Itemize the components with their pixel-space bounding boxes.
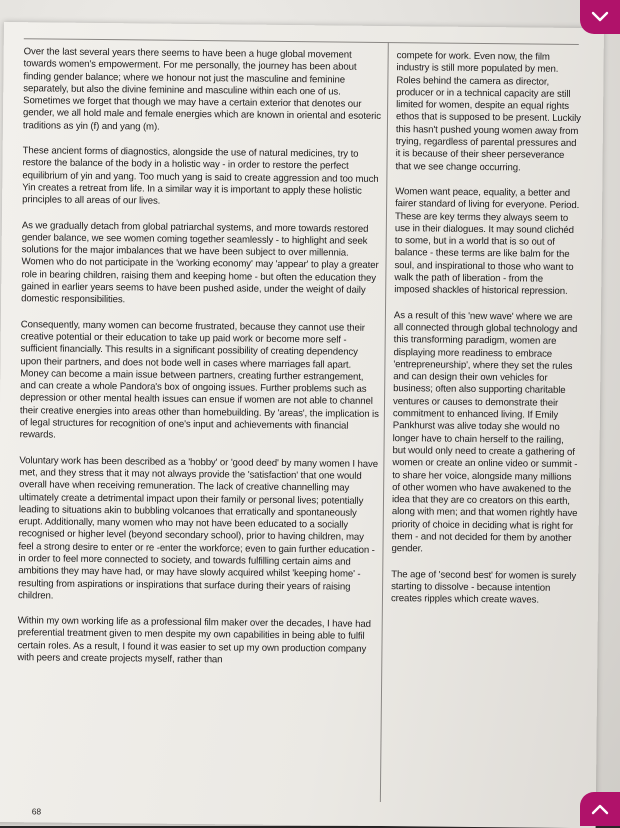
paragraph: The age of 'second best' for women is surely starting to dissolve - because intention creates ripples which create waves.	[390, 568, 577, 606]
paragraph: As we gradually detach from global patriarchal systems, and more towards restored gender balance, we see women coming together seamlessly - to highlight and seek solutions for the major imbalances that we have been subject to over millennia. Women who do not participate in the 'working economy' may 'appear' to play a greater role in bearing children, raising them and keeping home - but often the education they gained in earlier years seems to have been pushed aside, under the weight of daily domestic responsibilities.	[21, 219, 379, 306]
paragraph: These ancient forms of diagnostics, alongside the use of natural medicines, try to restore the balance of the body in a holistic way - in order to restore the perfect equilibrium of yin and yang. Too much yang is said to create aggression and too much Yin creates a retreat from life. In a similar way it is important to apply these holistic principles to all areas of our lives.	[22, 145, 379, 207]
paragraph: As a result of this 'new wave' where we are all connected through global technology and this transforming paradigm, women are displaying more readiness to embrace 'entrepreneurship', where they set the rules and can design their own vehicles for business; often also supporting charitable ventures or causes to demonstrate their commitment to enhanced living. If Emily Pankhurst was alive today she would no longer have to chain herself to the railing, but would only need to create a gathering of women or create an online video or summit - to share her voice, alongside many millions of other women who have awakened to the idea that they are co creators on this earth, along with men; and that women rightly have priority of choice in deciding what is right for them - and not decided for them by another gender.	[391, 309, 578, 555]
paragraph: Consequently, many women can become frustrated, because they cannot use their creative potential or their education to take up paid work or become more self -sufficient financially. This results in a significant possibility of creating dependency upon their partners, and does not bode well in cases where marriages fall apart. Money can become a main issue between partners, creating further estrangement, and can create a whole Pandora's box of ongoing issues. Further problems such as depression or other mental health issues can ensue if women are not able to channel their creative energies into areas other than homebuilding. By 'areas', the implication is of legal structures for recognition of one's input and achievements with financial rewards.	[19, 318, 379, 441]
paragraph: Over the last several years there seems to have been a huge global movement towards women's empowerment. For me personally, the journey has been about finding gender balance; where we honour not just the masculine and feminine separately, but also the divine feminine and masculine within each one of us. Sometimes we forget that though we may have a certain exterior that denotes our gender, we all hold male and female energies which are known in oriental and esoteric traditions as yin (f) and yang (m).	[22, 46, 381, 133]
page-number: 68	[31, 806, 42, 817]
chevron-down-icon	[591, 11, 609, 23]
right-column	[391, 50, 583, 620]
paragraph: Women want peace, equality, a better and fairer standard of living for everyone. Period. These are key terms they always seem to use in their dialogues. It may sound clichéd to some, but in a world that is so out of balance - these terms are like balm for the soul, and inspirational to those who want to walk the path of liberation - from the imposed shackles of historical repression.	[394, 186, 580, 298]
scroll-up-button[interactable]	[580, 792, 620, 826]
paragraph: Within my own working life as a professional film maker over the decades, I have had preferential treatment given to men despite my own capabilities in being able to fulfil certain roles. As a result, I found it was easier to set up my own production company with peers and create projects myself, rather than	[17, 615, 371, 666]
paragraph: Voluntary work has been described as a 'hobby' or 'good deed' by many women I have met, and they stress that it may not always provide the 'satisfaction' that one would overall have when receiving remuneration. The lack of creative channelling may ultimately create a detrimental impact upon their family or personal lives; potentially leading to situations akin to bubbling volcanoes that erratically and spontaneously erupt. Additionally, many women who may not have been educated to a socially recognised or higher level (beyond secondary school), prior to having children, may feel a strong desire to enter or re -enter the workforce; even to gain further education - in order to feel more connected to society, and towards fulfilling certain aims and ambitions they may have had, or may have slowly acquired whilst 'keeping home' - resulting from aspirations or inspirations that surface during their years of raising children.	[17, 454, 379, 602]
chevron-up-icon	[591, 803, 609, 815]
scroll-down-button[interactable]	[580, 0, 620, 34]
paragraph: compete for work. Even now, the film industry is still more populated by men. Roles behind the camera as director, producer or in a technical capacity are still limited for women, despite an equal rights ethos that is supposed to be present. Luckily this hasn't pushed young women away from trying, regardless of parental pressures and it is because of their sheer perseverance that we see change occurring.	[395, 50, 581, 174]
magazine-page	[0, 22, 604, 828]
top-rule	[24, 38, 579, 45]
left-column	[17, 46, 384, 681]
